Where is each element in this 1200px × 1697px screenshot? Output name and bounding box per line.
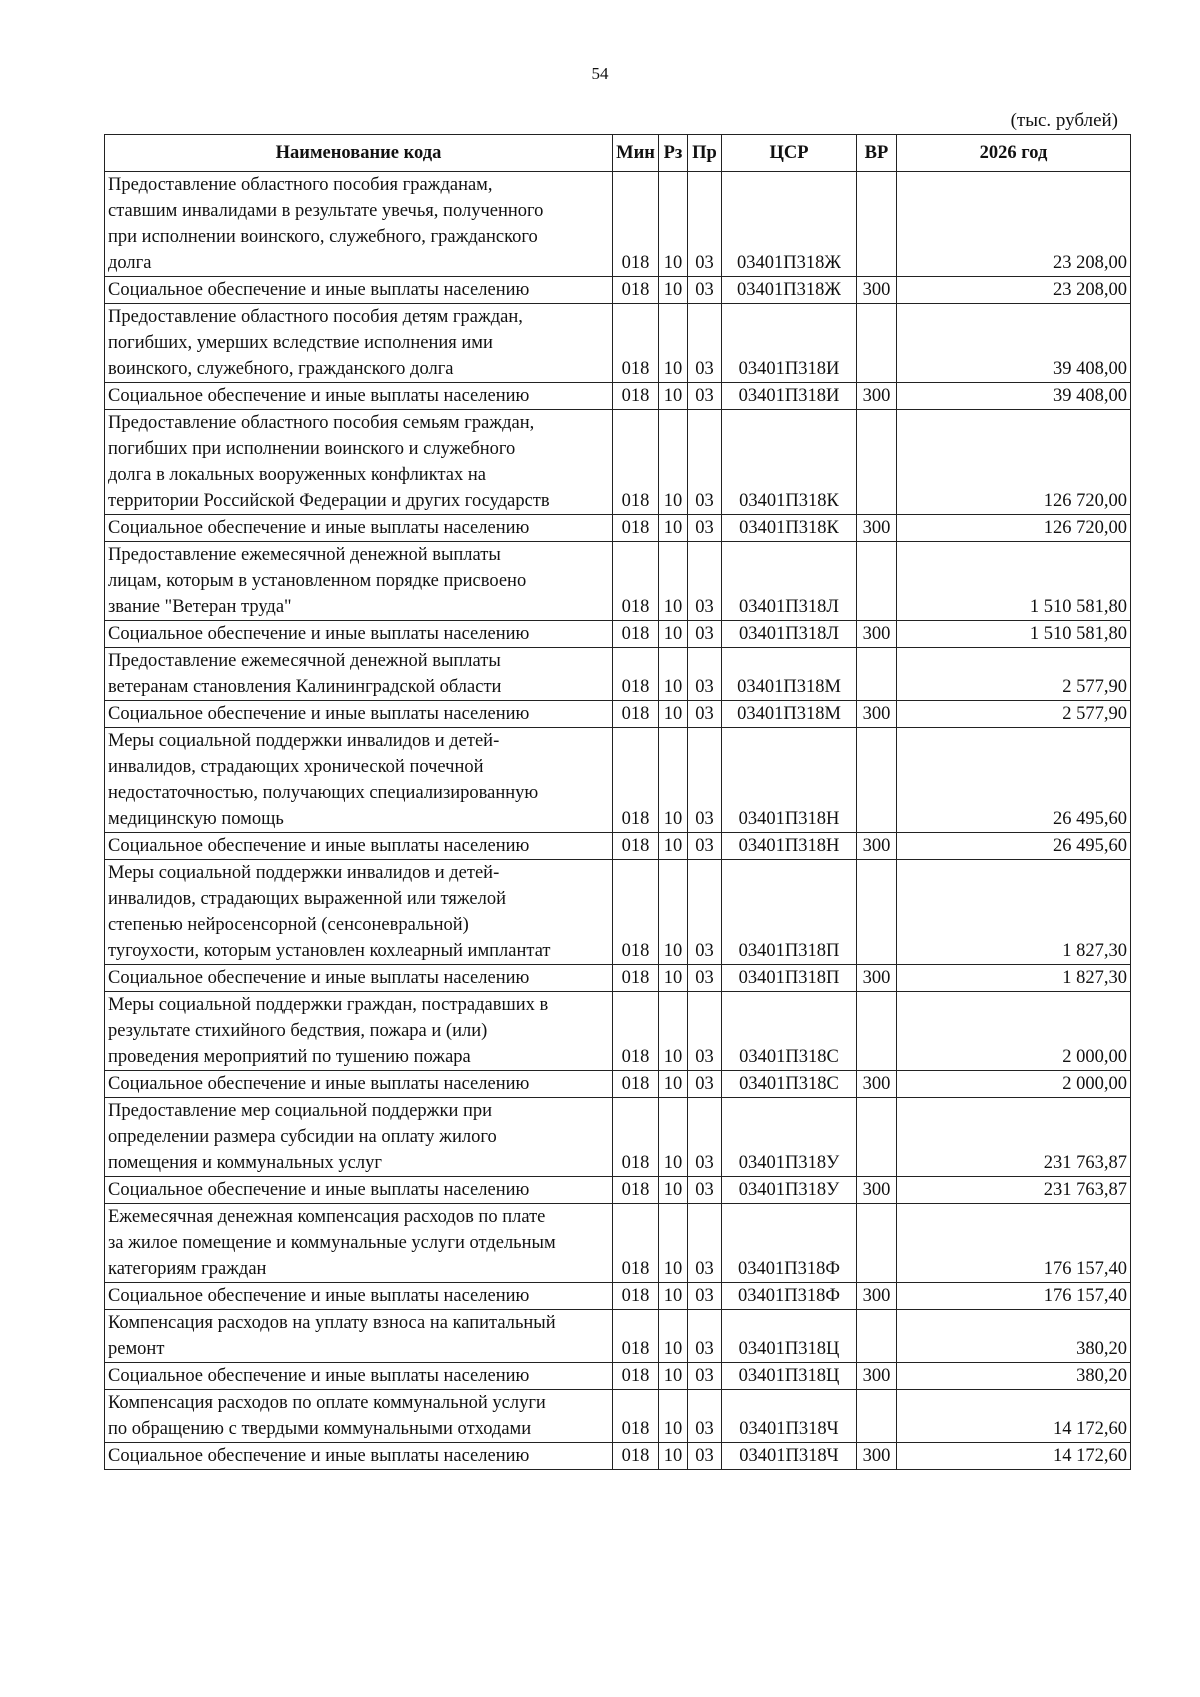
table-row (105, 728, 1131, 833)
cell-csr: 03401П318Ж (722, 277, 857, 304)
cell-min: 018 (613, 992, 659, 1071)
cell-csr: 03401П318С (722, 1071, 857, 1098)
cell-pr: 03 (688, 648, 722, 701)
cell-rz: 10 (659, 648, 688, 701)
cell-name: Социальное обеспечение и иные выплаты населению (105, 701, 613, 728)
cell-sum: 39 408,00 (897, 383, 1131, 410)
cell-pr: 03 (688, 1098, 722, 1177)
cell-name: Социальное обеспечение и иные выплаты населению (105, 621, 613, 648)
cell-name: Меры социальной поддержки граждан, пострадавших в результате стихийного бедствия, пожара и (или) проведения мероприятий по тушению пожара (105, 992, 613, 1071)
cell-rz: 10 (659, 304, 688, 383)
cell-name: Социальное обеспечение и иные выплаты населению (105, 383, 613, 410)
cell-sum: 380,20 (897, 1310, 1131, 1363)
cell-name: Социальное обеспечение и иные выплаты населению (105, 1283, 613, 1310)
cell-vr (857, 1310, 897, 1363)
cell-vr: 300 (857, 701, 897, 728)
table-row (105, 833, 1131, 860)
header-name: Наименование кода (105, 135, 613, 172)
table-row (105, 304, 1131, 383)
cell-rz: 10 (659, 542, 688, 621)
cell-min: 018 (613, 1204, 659, 1283)
cell-name: Социальное обеспечение и иные выплаты населению (105, 1363, 613, 1390)
cell-sum: 2 577,90 (897, 701, 1131, 728)
cell-pr: 03 (688, 701, 722, 728)
cell-name: Социальное обеспечение и иные выплаты населению (105, 277, 613, 304)
cell-csr: 03401П318Н (722, 728, 857, 833)
page-number: 54 (591, 64, 609, 83)
table-header-row (105, 135, 1131, 172)
cell-name: Социальное обеспечение и иные выплаты населению (105, 515, 613, 542)
cell-name: Социальное обеспечение и иные выплаты населению (105, 1177, 613, 1204)
cell-name: Социальное обеспечение и иные выплаты населению (105, 965, 613, 992)
cell-rz: 10 (659, 1363, 688, 1390)
cell-pr: 03 (688, 992, 722, 1071)
cell-name: Меры социальной поддержки инвалидов и детей- инвалидов, страдающих выраженной или тяжелой степенью нейросенсорной (сенсоневральной) тугоухости, которым установлен кохлеарный имплантат (105, 860, 613, 965)
table-row (105, 172, 1131, 277)
cell-pr: 03 (688, 1363, 722, 1390)
cell-min: 018 (613, 621, 659, 648)
cell-vr (857, 1204, 897, 1283)
cell-min: 018 (613, 1390, 659, 1443)
cell-name: Социальное обеспечение и иные выплаты населению (105, 1443, 613, 1470)
cell-name: Предоставление ежемесячной денежной выплаты ветеранам становления Калининградской области (105, 648, 613, 701)
cell-vr (857, 304, 897, 383)
cell-name: Социальное обеспечение и иные выплаты населению (105, 1071, 613, 1098)
cell-csr: 03401П318Н (722, 833, 857, 860)
cell-rz: 10 (659, 728, 688, 833)
cell-pr: 03 (688, 1177, 722, 1204)
cell-min: 018 (613, 1177, 659, 1204)
cell-sum: 14 172,60 (897, 1443, 1131, 1470)
cell-csr: 03401П318Л (722, 621, 857, 648)
cell-csr: 03401П318Ц (722, 1310, 857, 1363)
cell-csr: 03401П318И (722, 304, 857, 383)
cell-sum: 23 208,00 (897, 172, 1131, 277)
cell-csr: 03401П318И (722, 383, 857, 410)
cell-rz: 10 (659, 1177, 688, 1204)
cell-rz: 10 (659, 277, 688, 304)
cell-pr: 03 (688, 1443, 722, 1470)
cell-vr (857, 648, 897, 701)
cell-vr: 300 (857, 1283, 897, 1310)
table-row (105, 1363, 1131, 1390)
cell-rz: 10 (659, 515, 688, 542)
cell-vr: 300 (857, 515, 897, 542)
cell-min: 018 (613, 860, 659, 965)
cell-vr: 300 (857, 1071, 897, 1098)
cell-pr: 03 (688, 542, 722, 621)
cell-name: Социальное обеспечение и иные выплаты населению (105, 833, 613, 860)
cell-pr: 03 (688, 621, 722, 648)
cell-rz: 10 (659, 383, 688, 410)
header-min: Мин (613, 135, 659, 172)
cell-pr: 03 (688, 304, 722, 383)
cell-sum: 1 510 581,80 (897, 621, 1131, 648)
cell-vr (857, 992, 897, 1071)
cell-min: 018 (613, 1283, 659, 1310)
cell-name: Предоставление ежемесячной денежной выплаты лицам, которым в установленном порядке присвоено звание "Ветеран труда" (105, 542, 613, 621)
cell-rz: 10 (659, 1310, 688, 1363)
table-row (105, 992, 1131, 1071)
table-row (105, 1204, 1131, 1283)
cell-min: 018 (613, 1310, 659, 1363)
cell-vr: 300 (857, 621, 897, 648)
cell-name: Предоставление областного пособия гражданам, ставшим инвалидами в результате увечья, полученного при исполнении воинского, служебного, гражданского долга (105, 172, 613, 277)
table-row (105, 621, 1131, 648)
table-row (105, 1098, 1131, 1177)
cell-sum: 176 157,40 (897, 1204, 1131, 1283)
budget-table (104, 134, 1131, 1470)
table-row (105, 277, 1131, 304)
cell-vr: 300 (857, 1443, 897, 1470)
cell-csr: 03401П318У (722, 1177, 857, 1204)
cell-name: Ежемесячная денежная компенсация расходов по плате за жилое помещение и коммунальные услуги отдельным категориям граждан (105, 1204, 613, 1283)
cell-sum: 2 577,90 (897, 648, 1131, 701)
cell-sum: 26 495,60 (897, 728, 1131, 833)
cell-vr: 300 (857, 1177, 897, 1204)
table-row (105, 1071, 1131, 1098)
cell-sum: 231 763,87 (897, 1177, 1131, 1204)
cell-sum: 126 720,00 (897, 410, 1131, 515)
cell-pr: 03 (688, 277, 722, 304)
cell-pr: 03 (688, 833, 722, 860)
cell-vr: 300 (857, 965, 897, 992)
table-row (105, 1443, 1131, 1470)
cell-sum: 231 763,87 (897, 1098, 1131, 1177)
cell-rz: 10 (659, 1204, 688, 1283)
cell-min: 018 (613, 701, 659, 728)
cell-name: Предоставление областного пособия семьям граждан, погибших при исполнении воинского и служебного долга в локальных вооруженных конфликтах на территории Российской Федерации и других государств (105, 410, 613, 515)
cell-sum: 1 827,30 (897, 965, 1131, 992)
cell-csr: 03401П318Л (722, 542, 857, 621)
cell-vr: 300 (857, 277, 897, 304)
cell-sum: 380,20 (897, 1363, 1131, 1390)
table-row (105, 410, 1131, 515)
cell-rz: 10 (659, 621, 688, 648)
cell-pr: 03 (688, 860, 722, 965)
cell-rz: 10 (659, 992, 688, 1071)
table-row (105, 701, 1131, 728)
cell-min: 018 (613, 410, 659, 515)
cell-sum: 14 172,60 (897, 1390, 1131, 1443)
cell-min: 018 (613, 1098, 659, 1177)
cell-rz: 10 (659, 172, 688, 277)
cell-csr: 03401П318К (722, 515, 857, 542)
table-row (105, 1390, 1131, 1443)
cell-sum: 1 827,30 (897, 860, 1131, 965)
header-csr: ЦСР (722, 135, 857, 172)
cell-sum: 1 510 581,80 (897, 542, 1131, 621)
cell-name: Предоставление областного пособия детям граждан, погибших, умерших вследствие исполнения ими воинского, служебного, гражданского долга (105, 304, 613, 383)
cell-csr: 03401П318П (722, 860, 857, 965)
table-row (105, 1177, 1131, 1204)
cell-pr: 03 (688, 410, 722, 515)
cell-pr: 03 (688, 728, 722, 833)
table-row (105, 648, 1131, 701)
cell-sum: 23 208,00 (897, 277, 1131, 304)
cell-sum: 2 000,00 (897, 992, 1131, 1071)
cell-rz: 10 (659, 701, 688, 728)
cell-rz: 10 (659, 1283, 688, 1310)
cell-min: 018 (613, 515, 659, 542)
cell-name: Компенсация расходов на уплату взноса на капитальный ремонт (105, 1310, 613, 1363)
cell-min: 018 (613, 172, 659, 277)
cell-pr: 03 (688, 965, 722, 992)
cell-rz: 10 (659, 965, 688, 992)
table-row (105, 542, 1131, 621)
cell-min: 018 (613, 965, 659, 992)
cell-min: 018 (613, 1443, 659, 1470)
cell-name: Предоставление мер социальной поддержки при определении размера субсидии на оплату жилого помещения и коммунальных услуг (105, 1098, 613, 1177)
cell-vr: 300 (857, 833, 897, 860)
table-row (105, 965, 1131, 992)
cell-rz: 10 (659, 833, 688, 860)
cell-csr: 03401П318М (722, 648, 857, 701)
cell-csr: 03401П318Ц (722, 1363, 857, 1390)
cell-vr (857, 1390, 897, 1443)
cell-pr: 03 (688, 1310, 722, 1363)
cell-pr: 03 (688, 1283, 722, 1310)
cell-rz: 10 (659, 1071, 688, 1098)
cell-min: 018 (613, 304, 659, 383)
cell-sum: 26 495,60 (897, 833, 1131, 860)
cell-pr: 03 (688, 1204, 722, 1283)
cell-min: 018 (613, 1071, 659, 1098)
cell-vr (857, 410, 897, 515)
cell-pr: 03 (688, 1071, 722, 1098)
cell-sum: 176 157,40 (897, 1283, 1131, 1310)
cell-name: Компенсация расходов по оплате коммунальной услуги по обращению с твердыми коммунальными отходами (105, 1390, 613, 1443)
header-pr: Пр (688, 135, 722, 172)
cell-vr (857, 728, 897, 833)
table-row (105, 860, 1131, 965)
cell-pr: 03 (688, 383, 722, 410)
cell-csr: 03401П318С (722, 992, 857, 1071)
cell-rz: 10 (659, 410, 688, 515)
cell-vr: 300 (857, 383, 897, 410)
cell-csr: 03401П318М (722, 701, 857, 728)
cell-csr: 03401П318Ч (722, 1390, 857, 1443)
cell-vr (857, 860, 897, 965)
cell-min: 018 (613, 277, 659, 304)
cell-csr: 03401П318Ф (722, 1204, 857, 1283)
table-row (105, 515, 1131, 542)
cell-name: Меры социальной поддержки инвалидов и детей- инвалидов, страдающих хронической почечной недостаточностью, получающих специализированную медицинскую помощь (105, 728, 613, 833)
units-label: (тыс. рублей) (1010, 110, 1118, 131)
cell-vr: 300 (857, 1363, 897, 1390)
cell-csr: 03401П318Ч (722, 1443, 857, 1470)
cell-sum: 126 720,00 (897, 515, 1131, 542)
cell-vr (857, 172, 897, 277)
table-row (105, 383, 1131, 410)
cell-csr: 03401П318П (722, 965, 857, 992)
cell-vr (857, 1098, 897, 1177)
cell-sum: 39 408,00 (897, 304, 1131, 383)
table-row (105, 1310, 1131, 1363)
cell-min: 018 (613, 728, 659, 833)
cell-csr: 03401П318У (722, 1098, 857, 1177)
cell-pr: 03 (688, 172, 722, 277)
cell-sum: 2 000,00 (897, 1071, 1131, 1098)
table-row (105, 1283, 1131, 1310)
cell-min: 018 (613, 383, 659, 410)
cell-pr: 03 (688, 515, 722, 542)
cell-pr: 03 (688, 1390, 722, 1443)
header-sum: 2026 год (897, 135, 1131, 172)
cell-rz: 10 (659, 860, 688, 965)
cell-min: 018 (613, 542, 659, 621)
header-vr: ВР (857, 135, 897, 172)
cell-rz: 10 (659, 1443, 688, 1470)
cell-csr: 03401П318К (722, 410, 857, 515)
cell-csr: 03401П318Ж (722, 172, 857, 277)
cell-min: 018 (613, 1363, 659, 1390)
cell-vr (857, 542, 897, 621)
cell-rz: 10 (659, 1390, 688, 1443)
cell-min: 018 (613, 833, 659, 860)
cell-csr: 03401П318Ф (722, 1283, 857, 1310)
cell-min: 018 (613, 648, 659, 701)
header-rz: Рз (659, 135, 688, 172)
cell-rz: 10 (659, 1098, 688, 1177)
